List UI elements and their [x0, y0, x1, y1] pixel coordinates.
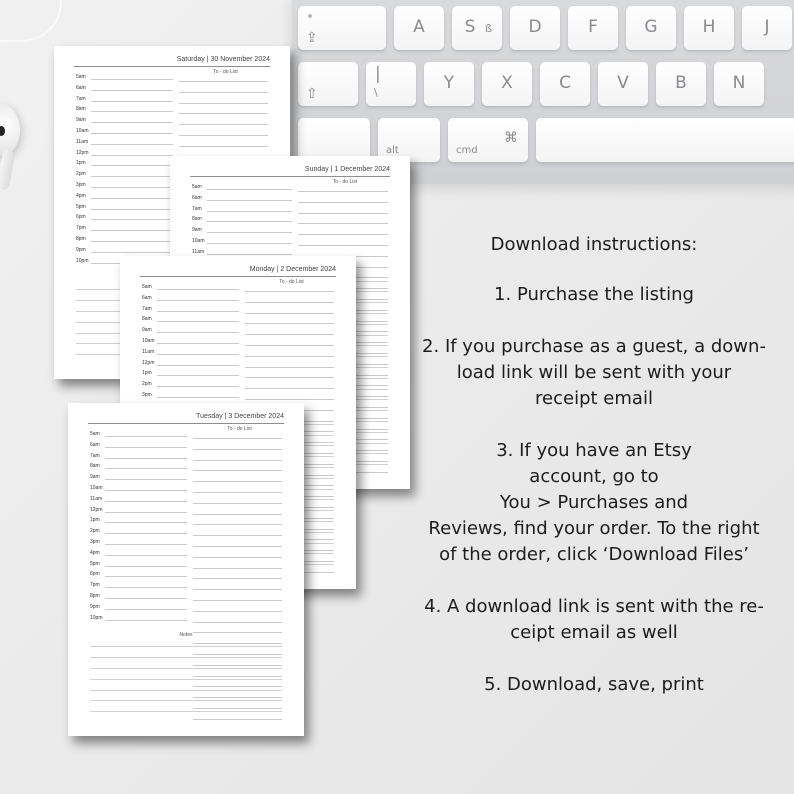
hour-line: [91, 101, 173, 102]
hour-line: [105, 468, 187, 469]
hour-label: 9pm: [76, 246, 86, 253]
key-d: [510, 6, 560, 50]
hour-row: [76, 222, 173, 232]
hour-label: 8am: [192, 216, 202, 223]
key-j: [742, 6, 792, 50]
hour-label: 5pm: [76, 203, 86, 210]
hour-row: [90, 558, 187, 568]
hour-row: [76, 136, 173, 146]
key-label: D: [528, 17, 542, 37]
notes-line: [90, 668, 282, 669]
instruction-line: You > Purchases and: [499, 492, 689, 513]
instruction-line: load link will be sent with your: [456, 362, 732, 383]
hour-row: [76, 233, 173, 243]
caps-lock-icon: ⇪: [306, 30, 318, 46]
instruction-step: [414, 594, 774, 646]
hour-label: 2pm: [142, 381, 152, 388]
hour-label: 10am: [90, 485, 103, 491]
hour-line: [157, 354, 239, 355]
caps-lock-indicator: [308, 14, 312, 18]
notes-label: Notes: [179, 632, 193, 639]
hour-label: 11am: [90, 495, 103, 502]
hour-label: 11am: [192, 248, 205, 255]
notes-line: [90, 657, 282, 658]
hour-label: 10pm: [90, 614, 103, 621]
hour-line: [91, 198, 173, 199]
hour-line: [157, 300, 239, 301]
instruction-step: [414, 334, 774, 412]
hour-line: [105, 512, 187, 513]
hour-row: [142, 313, 239, 323]
hour-label: 9am: [90, 474, 100, 481]
hour-label: 10am: [142, 338, 155, 344]
hour-row: [76, 244, 173, 254]
todo-line: [245, 377, 334, 378]
key-sublabel: ß: [485, 22, 492, 35]
hour-line: [105, 566, 187, 567]
key-label: |: [375, 64, 381, 84]
todo-line: [193, 589, 282, 590]
hour-label: 7pm: [76, 225, 86, 232]
hour-line: [157, 289, 239, 290]
hour-label: 12pm: [142, 359, 155, 366]
hour-label: 8am: [90, 463, 100, 470]
instructions-steps: [414, 282, 774, 698]
instruction-step: [414, 672, 774, 698]
key-label: G: [644, 17, 658, 37]
todo-line: [245, 388, 334, 389]
hour-row: [90, 612, 187, 622]
todo-line: [179, 124, 268, 125]
instruction-line: 3. If you have an Etsy: [496, 440, 692, 461]
key-modifier-label: alt: [386, 145, 399, 156]
hour-row: [76, 168, 173, 178]
hour-label: 7am: [142, 305, 152, 312]
hour-label: 7am: [76, 95, 86, 102]
hour-row: [142, 367, 239, 377]
hour-label: 10am: [76, 128, 89, 134]
hour-line: [91, 209, 173, 210]
hour-line: [157, 343, 239, 344]
todo-line: [193, 524, 282, 525]
shift-icon: ⇧: [306, 86, 318, 102]
key-label: C: [559, 73, 571, 93]
instruction-line: 5. Download, save, print: [484, 674, 704, 695]
hour-row: [76, 103, 173, 113]
hour-row: [76, 82, 173, 92]
todo-line: [298, 202, 388, 203]
notes-line: [90, 679, 282, 680]
hour-line: [105, 458, 187, 459]
key-label: S: [464, 17, 476, 37]
hour-label: 6am: [76, 84, 86, 91]
hour-line: [91, 111, 173, 112]
todo-list-label: To - do List: [213, 69, 238, 75]
todo-list-label: To - do List: [332, 179, 358, 185]
instruction-line: 1. Purchase the listing: [494, 284, 694, 305]
hour-line: [105, 490, 187, 491]
hour-line: [91, 144, 173, 145]
key-g: [626, 6, 676, 50]
todo-line: [193, 676, 282, 677]
hour-label: 5am: [192, 184, 202, 190]
hour-label: 11am: [142, 348, 155, 355]
hour-line: [91, 187, 173, 188]
hour-label: 5am: [76, 74, 86, 80]
hour-row: [90, 493, 187, 503]
hour-label: 6am: [90, 441, 100, 448]
hour-row: [90, 460, 187, 470]
hour-row: [90, 601, 187, 611]
notes-line: [90, 700, 282, 701]
todo-line: [179, 81, 268, 82]
key-a: [394, 6, 444, 50]
hour-row: [76, 125, 173, 135]
hour-line: [105, 533, 187, 534]
key-n: [714, 62, 764, 106]
instruction-line: 4. A download link is sent with the re-: [424, 596, 764, 617]
hour-row: [142, 357, 239, 367]
instruction-line: of the order, click ‘Download Files’: [439, 544, 749, 565]
hour-label: 9pm: [90, 603, 100, 610]
hour-line: [105, 544, 187, 545]
todo-line: [245, 313, 334, 314]
todo-line: [193, 460, 282, 461]
todo-line: [193, 449, 282, 450]
notes-line: [90, 711, 282, 712]
todo-line: [245, 345, 334, 346]
key-v: [598, 62, 648, 106]
hour-row: [76, 157, 173, 167]
header-rule: [190, 176, 390, 177]
hour-line: [207, 189, 292, 190]
key-label: X: [501, 73, 513, 93]
instruction-line: ceipt email as well: [510, 622, 678, 643]
hour-line: [157, 397, 239, 398]
hour-row: [90, 439, 187, 449]
hour-line: [105, 609, 187, 610]
todo-line: [245, 323, 334, 324]
hour-row: [90, 428, 187, 438]
todo-line: [193, 622, 282, 623]
hour-row: [142, 303, 239, 313]
hour-line: [207, 200, 292, 201]
hour-row: [142, 292, 239, 302]
key-shift-left: [298, 62, 358, 106]
hour-line: [105, 522, 187, 523]
hour-line: [91, 230, 173, 231]
hour-label: 8am: [76, 106, 86, 113]
todo-line: [193, 611, 282, 612]
earbud-cable: [0, 0, 62, 42]
todo-line: [193, 438, 282, 439]
key-sublabel: \: [374, 86, 378, 99]
todo-line: [179, 92, 268, 93]
hour-row: [90, 568, 187, 578]
hour-row: [90, 504, 187, 514]
hour-label: 3pm: [76, 182, 86, 188]
hour-label: 7am: [192, 205, 202, 212]
todo-line: [298, 245, 388, 246]
hour-line: [207, 211, 292, 212]
hour-row: [192, 235, 292, 245]
hour-row: [142, 281, 239, 291]
hour-label: 5am: [142, 284, 152, 290]
hour-label: 12pm: [76, 149, 89, 156]
hour-label: 2pm: [76, 171, 86, 178]
key-label: J: [764, 17, 770, 37]
hour-line: [105, 576, 187, 577]
hour-row: [76, 201, 173, 211]
instructions-heading: Download instructions:: [490, 234, 698, 255]
todo-line: [193, 492, 282, 493]
hour-row: [142, 324, 239, 334]
todo-line: [193, 686, 282, 687]
hour-line: [105, 555, 187, 556]
todo-line: [298, 191, 388, 192]
todo-line: [193, 643, 282, 644]
todo-line: [193, 697, 282, 698]
key-label: F: [588, 17, 598, 37]
hour-row: [192, 181, 292, 191]
todo-line: [193, 600, 282, 601]
instruction-line: Reviews, find your order. To the right: [428, 518, 760, 539]
key-c: [540, 62, 590, 106]
todo-line: [245, 399, 334, 400]
instruction-step: [414, 438, 774, 568]
hour-row: [192, 192, 292, 202]
hour-line: [207, 232, 292, 233]
hour-label: 5am: [90, 431, 100, 437]
page-date: Tuesday | 3 December 2024: [196, 413, 284, 420]
hour-label: 3pm: [90, 539, 100, 545]
key-label: V: [617, 73, 629, 93]
todo-line: [193, 503, 282, 504]
hour-row: [192, 224, 292, 234]
hour-line: [91, 90, 173, 91]
key-s: [452, 6, 502, 50]
hour-label: 6pm: [76, 214, 86, 221]
todo-list-label: To - do List: [227, 426, 252, 432]
hour-row: [90, 471, 187, 481]
hour-row: [192, 213, 292, 223]
command-icon: ⌘: [504, 130, 518, 146]
todo-line: [193, 708, 282, 709]
download-instructions: [414, 232, 774, 724]
hour-row: [76, 190, 173, 200]
hour-row: [90, 579, 187, 589]
notes-line: [90, 690, 282, 691]
hour-label: 9am: [142, 327, 152, 334]
key-f: [568, 6, 618, 50]
hour-line: [207, 254, 292, 255]
todo-line: [245, 334, 334, 335]
hour-label: 10am: [192, 238, 205, 244]
hour-line: [91, 165, 173, 166]
hour-line: [157, 321, 239, 322]
todo-line: [179, 146, 268, 147]
key-b: [656, 62, 706, 106]
hour-row: [76, 211, 173, 221]
instruction-line: receipt email: [535, 388, 653, 409]
todo-line: [193, 578, 282, 579]
hour-label: 7pm: [90, 582, 100, 589]
hour-label: 2pm: [90, 528, 100, 535]
hour-line: [105, 447, 187, 448]
todo-line: [193, 470, 282, 471]
todo-line: [245, 291, 334, 292]
hour-label: 3pm: [142, 392, 152, 398]
hour-label: 4pm: [76, 192, 86, 199]
hour-label: 4pm: [90, 549, 100, 556]
hour-line: [157, 332, 239, 333]
key-label: B: [675, 73, 687, 93]
key-cmd: [448, 118, 528, 162]
key-label: Y: [443, 73, 455, 93]
hour-label: 1pm: [142, 370, 152, 377]
hour-line: [91, 122, 173, 123]
key-|: [366, 62, 416, 106]
instruction-line: account, go to: [529, 466, 659, 487]
todo-line: [298, 223, 388, 224]
hour-row: [90, 536, 187, 546]
hour-line: [91, 155, 173, 156]
hour-label: 12pm: [90, 506, 103, 513]
hour-label: 10pm: [76, 257, 89, 264]
instruction-step: [414, 282, 774, 308]
todo-list-label: To - do List: [279, 279, 304, 285]
todo-line: [193, 535, 282, 536]
todo-line: [245, 356, 334, 357]
todo-line: [179, 135, 268, 136]
hour-line: [157, 365, 239, 366]
hour-line: [105, 620, 187, 621]
hour-row: [90, 525, 187, 535]
hour-line: [91, 133, 173, 134]
page-date: Monday | 2 December 2024: [249, 266, 336, 273]
key-space: [536, 118, 794, 162]
hour-label: 1pm: [90, 517, 100, 524]
hour-row: [192, 203, 292, 213]
page-date: Saturday | 30 November 2024: [176, 56, 270, 63]
key-modifier-label: cmd: [456, 145, 478, 156]
hour-row: [142, 378, 239, 388]
hour-label: 9am: [192, 227, 202, 234]
hour-line: [105, 436, 187, 437]
key-label: A: [413, 17, 425, 37]
todo-line: [193, 557, 282, 558]
hour-line: [157, 386, 239, 387]
hour-row: [76, 147, 173, 157]
hour-label: 6am: [142, 294, 152, 301]
hour-line: [91, 219, 173, 220]
hour-row: [76, 179, 173, 189]
key-label: H: [702, 17, 716, 37]
hour-label: 6pm: [90, 571, 100, 578]
header-rule: [88, 423, 284, 424]
hour-label: 7am: [90, 452, 100, 459]
notes-line: [90, 646, 282, 647]
todo-line: [245, 367, 334, 368]
key-caps-lock: [298, 6, 386, 50]
hour-row: [76, 93, 173, 103]
hour-row: [90, 547, 187, 557]
hour-line: [157, 375, 239, 376]
todo-line: [298, 234, 388, 235]
key-h: [684, 6, 734, 50]
hour-line: [207, 221, 292, 222]
todo-line: [193, 665, 282, 666]
hour-line: [91, 79, 173, 80]
hour-line: [91, 176, 173, 177]
hour-line: [105, 479, 187, 480]
hour-row: [90, 590, 187, 600]
key-y: [424, 62, 474, 106]
key-label: N: [732, 73, 746, 93]
todo-line: [193, 568, 282, 569]
key-x: [482, 62, 532, 106]
hour-label: 6am: [192, 194, 202, 201]
hour-label: 5pm: [90, 560, 100, 567]
todo-line: [193, 654, 282, 655]
hour-line: [207, 243, 292, 244]
hour-row: [90, 482, 187, 492]
hour-label: 11am: [76, 138, 89, 145]
todo-line: [193, 719, 282, 720]
header-rule: [140, 276, 336, 277]
hour-row: [76, 71, 173, 81]
hour-label: 8pm: [76, 236, 86, 242]
hour-line: [105, 587, 187, 588]
hour-row: [142, 346, 239, 356]
page-date: Sunday | 1 December 2024: [304, 166, 390, 173]
hour-line: [157, 311, 239, 312]
todo-line: [179, 103, 268, 104]
todo-line: [179, 113, 268, 114]
hour-label: 8pm: [90, 593, 100, 599]
hour-line: [91, 252, 173, 253]
hour-line: [105, 501, 187, 502]
planner-page: [68, 403, 304, 736]
todo-line: [245, 302, 334, 303]
instruction-line: 2. If you purchase as a guest, a down-: [422, 336, 766, 357]
hour-row: [142, 335, 239, 345]
todo-line: [298, 213, 388, 214]
hour-row: [76, 114, 173, 124]
hour-row: [192, 246, 292, 256]
hour-row: [90, 514, 187, 524]
todo-line: [193, 481, 282, 482]
header-rule: [74, 66, 270, 67]
todo-line: [193, 546, 282, 547]
earbud-stem: [0, 149, 15, 190]
hour-row: [90, 450, 187, 460]
hour-line: [91, 241, 173, 242]
hour-label: 8am: [142, 316, 152, 323]
todo-line: [193, 514, 282, 515]
hour-row: [142, 389, 239, 399]
hour-line: [105, 598, 187, 599]
hour-label: 1pm: [76, 160, 86, 167]
hour-label: 9am: [76, 117, 86, 124]
